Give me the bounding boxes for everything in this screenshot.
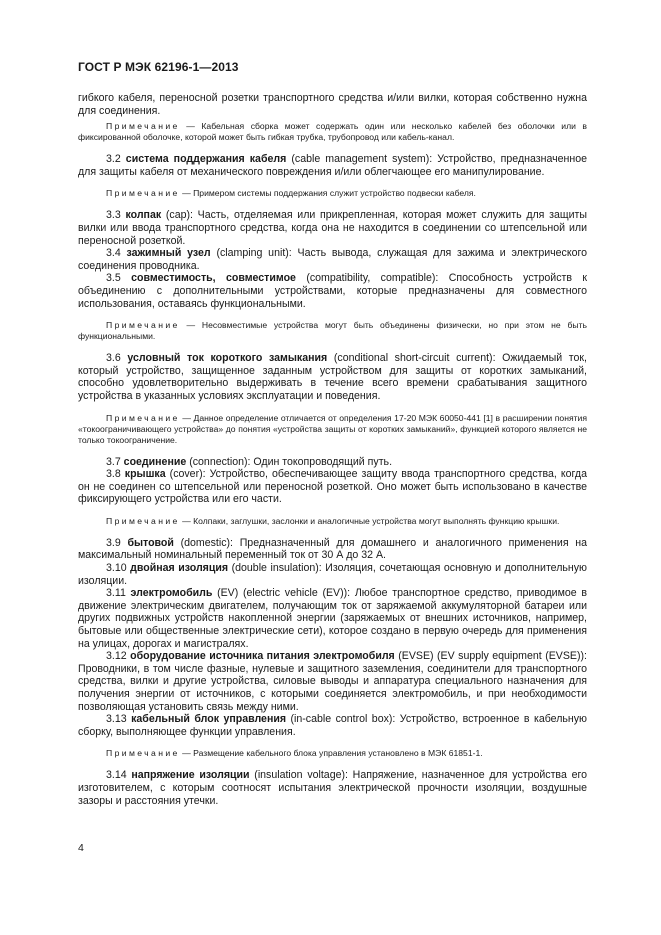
definition-3-13: 3.13 кабельный блок управления (in-cable control box): Устройство, встроенное в кабельную сборку, выполняющее функции управления.	[78, 713, 587, 738]
definition-3-10: 3.10 двойная изоляция (double insulation): Изоляция, сочетающая основную и дополнительную изоляции.	[78, 562, 588, 587]
note-text: — Примером системы поддержания служит устройство подвески кабеля.	[179, 188, 476, 199]
note-label: Примечание	[106, 748, 180, 759]
definition-3-12: 3.12 оборудование источника питания электромобиля (EVSE) (EV supply equipment (EVSE)): Проводники, в том числе фазные, нулевые и защитного заземления, соединители для транспортного средства, вилки и другие устройства, силовые выводы и аппаратура специального назначения для получения энергии от источников, с которыми соединяется электромобиль, и при необходимости позволяющая установить связь между ними.	[78, 650, 587, 713]
note-3	[78, 320, 587, 342]
term: система поддержания кабеля	[125, 153, 287, 166]
definition-3-7: 3.7 соединение (connection): Один токопроводящий путь.	[106, 455, 393, 468]
definition-3-14: 3.14 напряжение изоляции (insulation voltage): Напряжение, назначенное для устройства его изготовителем, с которым соотносят испытания электрической прочности изоляции, воздушные зазоры и расстояния утечки.	[78, 769, 587, 807]
page-number: 4	[78, 842, 84, 854]
term: колпак	[125, 209, 162, 222]
term: кабельный блок управления	[131, 713, 287, 726]
term: условный ток короткого замыкания	[127, 352, 328, 365]
definition-3-11: 3.11 электромобиль (EV) (electric vehicle (EV)): Любое транспортное средство, приводимое в движение электрическим двигателем, получающим ток от заряжаемой аккумуляторной батареи или других подвижных устройств накопленной энергии (заряжаемых от внешних источников, например, бытовые или общественные электрические сети), которое создано в первую очередь для применения на улицах, дорогах и магистралях.	[78, 587, 587, 650]
note-label: Примечание	[106, 515, 180, 526]
term: зажимный узел	[126, 247, 211, 260]
definition-3-6: 3.6 условный ток короткого замыкания (conditional short-circuit current): Ожидаемый ток, который устройство, защищенное заданным устройством для защиты от коротких замыканий, способно удовлетворительно выдерживать в течение всего времени срабатывания защитного устройства в указанных условиях эксплуатации и поведения.	[78, 352, 588, 402]
note-1	[78, 121, 587, 143]
note-label: Примечание	[106, 121, 180, 132]
note-label: Примечание	[106, 412, 180, 423]
term: совместимость, совместимое	[131, 272, 296, 285]
definition-3-2: 3.2 система поддержания кабеля (cable management system): Устройство, предназначенное для защиты кабеля от механического повреждения и/или облегчающее его манипулирование.	[78, 153, 588, 178]
term: соединение	[123, 455, 187, 468]
note-label: Примечание	[106, 320, 180, 331]
note-text: — Данное определение отличается от определения 17-20 МЭК 60050-441 [1] в расширении понятия «токоограничивающего устройства» до понятия «устройства защиты от коротких замыканий», функцией которого является не только токоограничение.	[78, 412, 587, 445]
term: бытовой	[127, 536, 174, 549]
term: электромобиль	[130, 587, 213, 600]
note-text: — Колпаки, заглушки, заслонки и аналогичные устройства могут выполнять функцию крышки.	[179, 515, 560, 526]
term: оборудование источника питания электромобиля	[130, 650, 395, 663]
document-header: ГОСТ Р МЭК 62196-1—2013	[78, 60, 239, 74]
note-2	[78, 188, 587, 199]
definition-3-8: 3.8 крышка (cover): Устройство, обеспечивающее защиту ввода транспортного средства, когда он не соединен со штепсельной или переносной розеткой. Оно может быть использовано в качестве фиксирующего устройства или его части.	[78, 468, 587, 506]
term: напряжение изоляции	[131, 769, 250, 782]
note-4	[78, 413, 587, 446]
term: крышка	[124, 468, 166, 481]
term: двойная изоляция	[130, 562, 229, 575]
note-text: — Кабельная сборка может содержать один или несколько кабелей без оболочки или в фиксированной оболочке, которой может быть гибкая трубка, трубопровод или кабель-канал.	[78, 121, 587, 143]
note-5	[78, 516, 587, 527]
definition-3-5: 3.5 совместимость, совместимое (compatibility, compatible): Способность устройств к объединению с дополнительными устройствами, которые предназначены для совместного использования, оставаясь функциональными.	[78, 272, 587, 310]
definition-3-3: 3.3 колпак (cap): Часть, отделяемая или прикрепленная, которая может служить для защиты вилки или ввода транспортного средства, когда она не находится в соединении со штепсельной или переносной розеткой.	[78, 209, 587, 247]
note-6	[78, 748, 587, 759]
note-label: Примечание	[106, 188, 180, 199]
note-text: — Размещение кабельного блока управления установлено в МЭК 61851-1.	[179, 748, 483, 759]
definition-3-9: 3.9 бытовой (domestic): Предназначенный для домашнего и аналогичного применения на максимальный номинальный переменный ток от 30 А до 32 А.	[78, 536, 588, 562]
page-body	[78, 92, 587, 807]
definition-3-4: 3.4 зажимный узел (clamping unit): Часть вывода, служащая для зажима и электрического соединения проводника.	[78, 247, 588, 272]
note-text: — Несовместимые устройства могут быть объединены физически, но при этом не быть функциональными.	[78, 320, 587, 342]
paragraph-continuation: гибкого кабеля, переносной розетки транспортного средства и/или вилки, которая собственно нужна для соединения.	[78, 92, 587, 117]
